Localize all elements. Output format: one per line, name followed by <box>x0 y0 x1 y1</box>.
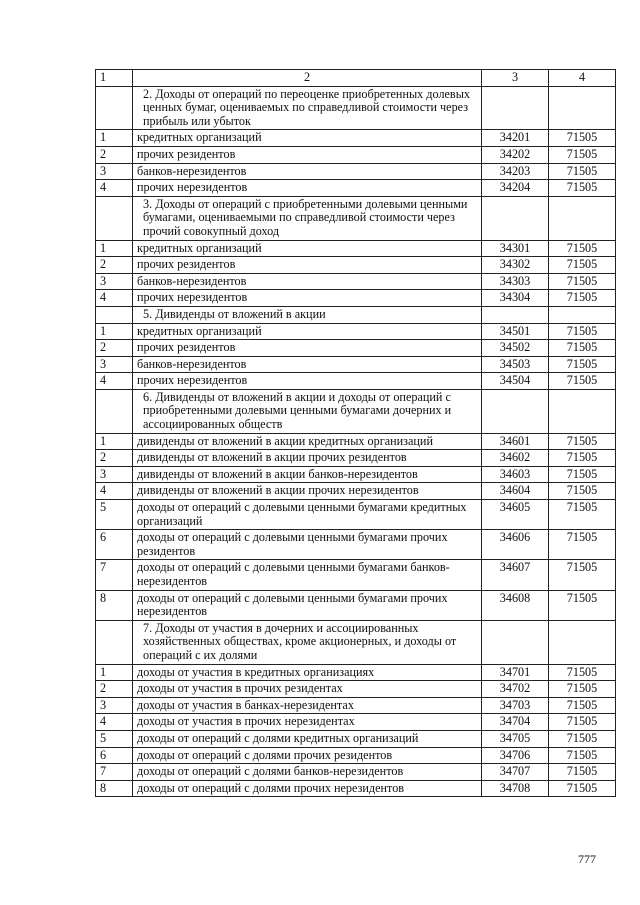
header-col-4: 4 <box>549 70 616 87</box>
row-name: прочих нерезидентов <box>133 290 482 307</box>
account-code <box>482 389 549 433</box>
account-code: 34605 <box>482 500 549 530</box>
symbol-code: 71505 <box>549 130 616 147</box>
row-number: 1 <box>96 240 133 257</box>
table-row <box>96 466 616 483</box>
row-name: дивиденды от вложений в акции банков-нерезидентов <box>133 466 482 483</box>
symbol-code: 71505 <box>549 590 616 620</box>
row-name: доходы от участия в прочих резидентах <box>133 681 482 698</box>
account-code: 34704 <box>482 714 549 731</box>
row-name: дивиденды от вложений в акции кредитных организаций <box>133 433 482 450</box>
row-number: 6 <box>96 530 133 560</box>
row-number: 3 <box>96 356 133 373</box>
table-row <box>96 323 616 340</box>
symbol-code: 71505 <box>549 323 616 340</box>
symbol-code: 71505 <box>549 257 616 274</box>
account-code: 34707 <box>482 764 549 781</box>
table-row <box>96 747 616 764</box>
symbol-code: 71505 <box>549 714 616 731</box>
account-code: 34502 <box>482 340 549 357</box>
row-name: 5. Дивиденды от вложений в акции <box>133 306 482 323</box>
row-number <box>96 86 133 130</box>
table-row <box>96 273 616 290</box>
row-name: доходы от операций с долевыми ценными бумагами кредитных организаций <box>133 500 482 530</box>
table-row <box>96 780 616 797</box>
table-body <box>96 70 616 797</box>
row-number: 3 <box>96 163 133 180</box>
row-name: доходы от операций с долевыми ценными бумагами прочих резидентов <box>133 530 482 560</box>
row-number: 7 <box>96 764 133 781</box>
symbol-code: 71505 <box>549 273 616 290</box>
header-col-2: 2 <box>133 70 482 87</box>
row-name: 2. Доходы от операций по переоценке приобретенных долевых ценных бумаг, оцениваемых по справедливой стоимости через прибыль или убыток <box>133 86 482 130</box>
row-name: прочих нерезидентов <box>133 180 482 197</box>
row-name: доходы от операций с долями банков-нерезидентов <box>133 764 482 781</box>
row-number: 8 <box>96 780 133 797</box>
row-number: 3 <box>96 273 133 290</box>
account-code: 34701 <box>482 664 549 681</box>
table-row <box>96 257 616 274</box>
symbol-code: 71505 <box>549 483 616 500</box>
header-col-3: 3 <box>482 70 549 87</box>
table-row <box>96 664 616 681</box>
symbol-code: 71505 <box>549 500 616 530</box>
row-number: 4 <box>96 483 133 500</box>
symbol-code: 71505 <box>549 180 616 197</box>
table-row <box>96 483 616 500</box>
row-number: 4 <box>96 714 133 731</box>
account-code: 34303 <box>482 273 549 290</box>
symbol-code: 71505 <box>549 373 616 390</box>
account-code: 34202 <box>482 146 549 163</box>
table-row <box>96 714 616 731</box>
row-name: прочих резидентов <box>133 340 482 357</box>
account-code <box>482 620 549 664</box>
symbol-code: 71505 <box>549 356 616 373</box>
table-row <box>96 130 616 147</box>
row-name: кредитных организаций <box>133 240 482 257</box>
section-heading-row <box>96 389 616 433</box>
row-number: 1 <box>96 130 133 147</box>
symbol-code: 71505 <box>549 146 616 163</box>
account-code: 34602 <box>482 450 549 467</box>
account-code: 34503 <box>482 356 549 373</box>
table-row <box>96 340 616 357</box>
row-name: банков-нерезидентов <box>133 273 482 290</box>
row-number: 4 <box>96 180 133 197</box>
table-row <box>96 697 616 714</box>
symbol-code: 71505 <box>549 450 616 467</box>
row-name: прочих резидентов <box>133 146 482 163</box>
row-number: 4 <box>96 373 133 390</box>
table-row <box>96 373 616 390</box>
symbol-code <box>549 389 616 433</box>
section-heading-row <box>96 306 616 323</box>
account-table <box>95 69 616 797</box>
row-number: 3 <box>96 697 133 714</box>
row-name: доходы от участия в прочих нерезидентах <box>133 714 482 731</box>
section-heading-row <box>96 86 616 130</box>
table-row <box>96 764 616 781</box>
table-row <box>96 290 616 307</box>
symbol-code: 71505 <box>549 560 616 590</box>
row-name: доходы от участия в кредитных организациях <box>133 664 482 681</box>
symbol-code <box>549 196 616 240</box>
row-name: прочих резидентов <box>133 257 482 274</box>
row-number: 1 <box>96 433 133 450</box>
header-col-1: 1 <box>96 70 133 87</box>
symbol-code: 71505 <box>549 466 616 483</box>
account-code: 34706 <box>482 747 549 764</box>
row-name: доходы от операций с долями прочих резидентов <box>133 747 482 764</box>
row-number: 2 <box>96 340 133 357</box>
symbol-code <box>549 86 616 130</box>
account-code: 34705 <box>482 730 549 747</box>
table-row <box>96 146 616 163</box>
row-number: 2 <box>96 681 133 698</box>
section-heading-row <box>96 196 616 240</box>
symbol-code: 71505 <box>549 340 616 357</box>
row-number <box>96 196 133 240</box>
row-number <box>96 620 133 664</box>
table-row <box>96 500 616 530</box>
row-number: 8 <box>96 590 133 620</box>
table-row <box>96 180 616 197</box>
symbol-code <box>549 306 616 323</box>
row-number: 1 <box>96 323 133 340</box>
row-number <box>96 389 133 433</box>
symbol-code: 71505 <box>549 163 616 180</box>
symbol-code: 71505 <box>549 780 616 797</box>
account-code: 34702 <box>482 681 549 698</box>
row-number: 6 <box>96 747 133 764</box>
row-number: 3 <box>96 466 133 483</box>
row-name: доходы от операций с долями прочих нерезидентов <box>133 780 482 797</box>
row-name: 7. Доходы от участия в дочерних и ассоциированных хозяйственных обществах, кроме акционерных, и доходы от операций с их долями <box>133 620 482 664</box>
table-row <box>96 730 616 747</box>
row-name: доходы от участия в банках-нерезидентах <box>133 697 482 714</box>
row-name: 3. Доходы от операций с приобретенными долевыми ценными бумагами, оцениваемыми по справедливой стоимости через прочий совокупный доход <box>133 196 482 240</box>
table-row <box>96 240 616 257</box>
symbol-code: 71505 <box>549 664 616 681</box>
row-name: кредитных организаций <box>133 130 482 147</box>
table-row <box>96 681 616 698</box>
account-code: 34304 <box>482 290 549 307</box>
row-number: 4 <box>96 290 133 307</box>
row-name: дивиденды от вложений в акции прочих нерезидентов <box>133 483 482 500</box>
account-code: 34607 <box>482 560 549 590</box>
row-name: дивиденды от вложений в акции прочих резидентов <box>133 450 482 467</box>
page-number: 777 <box>578 852 596 866</box>
row-number <box>96 306 133 323</box>
account-code: 34301 <box>482 240 549 257</box>
row-name: прочих нерезидентов <box>133 373 482 390</box>
account-code: 34302 <box>482 257 549 274</box>
section-heading-row <box>96 620 616 664</box>
row-name: банков-нерезидентов <box>133 163 482 180</box>
account-code: 34604 <box>482 483 549 500</box>
account-code: 34501 <box>482 323 549 340</box>
account-code: 34703 <box>482 697 549 714</box>
table-row <box>96 530 616 560</box>
symbol-code: 71505 <box>549 240 616 257</box>
account-code <box>482 196 549 240</box>
row-number: 2 <box>96 257 133 274</box>
table-row <box>96 433 616 450</box>
symbol-code: 71505 <box>549 764 616 781</box>
table-row <box>96 163 616 180</box>
row-name: 6. Дивиденды от вложений в акции и доходы от операций с приобретенными долевыми ценными бумагами дочерних и ассоциированных обществ <box>133 389 482 433</box>
account-code: 34608 <box>482 590 549 620</box>
account-code: 34204 <box>482 180 549 197</box>
row-number: 7 <box>96 560 133 590</box>
symbol-code <box>549 620 616 664</box>
account-code: 34504 <box>482 373 549 390</box>
symbol-code: 71505 <box>549 433 616 450</box>
account-code: 34603 <box>482 466 549 483</box>
row-name: доходы от операций с долевыми ценными бумагами прочих нерезидентов <box>133 590 482 620</box>
account-code: 34201 <box>482 130 549 147</box>
account-code: 34606 <box>482 530 549 560</box>
row-name: доходы от операций с долями кредитных организаций <box>133 730 482 747</box>
row-name: кредитных организаций <box>133 323 482 340</box>
table-row <box>96 560 616 590</box>
symbol-code: 71505 <box>549 681 616 698</box>
row-name: банков-нерезидентов <box>133 356 482 373</box>
account-code: 34203 <box>482 163 549 180</box>
symbol-code: 71505 <box>549 530 616 560</box>
row-name: доходы от операций с долевыми ценными бумагами банков-нерезидентов <box>133 560 482 590</box>
table-header-row <box>96 70 616 87</box>
account-code <box>482 86 549 130</box>
account-code: 34601 <box>482 433 549 450</box>
symbol-code: 71505 <box>549 697 616 714</box>
symbol-code: 71505 <box>549 290 616 307</box>
table-row <box>96 590 616 620</box>
symbol-code: 71505 <box>549 747 616 764</box>
row-number: 1 <box>96 664 133 681</box>
symbol-code: 71505 <box>549 730 616 747</box>
table-row <box>96 450 616 467</box>
account-code: 34708 <box>482 780 549 797</box>
table-row <box>96 356 616 373</box>
row-number: 5 <box>96 500 133 530</box>
account-code <box>482 306 549 323</box>
row-number: 2 <box>96 450 133 467</box>
row-number: 5 <box>96 730 133 747</box>
row-number: 2 <box>96 146 133 163</box>
